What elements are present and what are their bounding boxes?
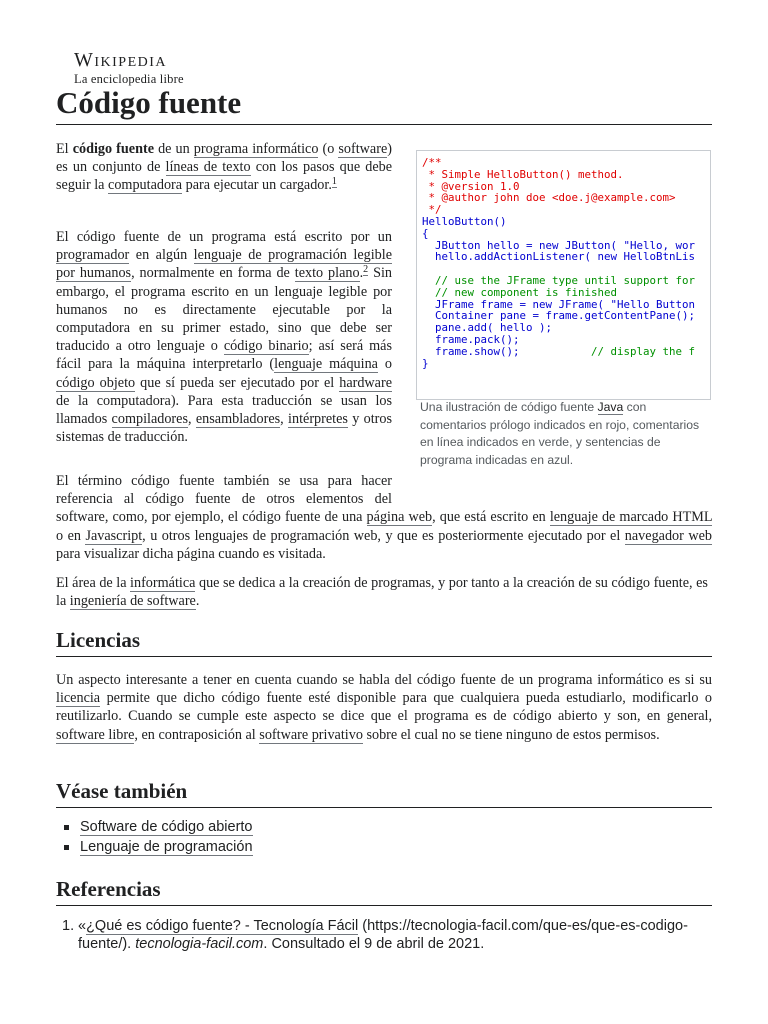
code-text: // use the JFrame type until support for xyxy=(422,273,696,287)
figure-caption xyxy=(420,399,710,469)
text: , u otros lenguajes de programación web, y que es posteriormente ejecutado por el xyxy=(142,527,625,544)
text: con comentarios prólogo indicados en rojo, comentarios en línea indicados en verde, y sentencias de programa indicadas en azul. xyxy=(420,400,700,467)
text: ; así será más fácil para la máquina interpretarlo ( xyxy=(56,338,392,373)
link-lenguaje-maquina[interactable]: lenguaje máquina xyxy=(274,356,378,373)
code-line xyxy=(422,192,708,204)
figure-spacer xyxy=(392,472,712,508)
text: Una ilustración de código fuente xyxy=(420,400,598,414)
text: que sí pueda ser ejecutado por el xyxy=(135,374,340,391)
text: Un aspecto interesante a tener en cuenta cuando se habla del código fuente de un programa informático es si su xyxy=(56,672,712,688)
reference-2[interactable]: 2 xyxy=(363,263,369,275)
text: o xyxy=(378,356,393,373)
references-list xyxy=(62,917,714,953)
text: , xyxy=(280,411,289,428)
code-text: frame.pack(); xyxy=(422,332,520,346)
link-software-privativo[interactable]: software privativo xyxy=(259,726,363,743)
text: El término código fuente también se usa para hacer referencia al código fuente de otros elementos del software, como, por ejemplo, el código fuente de una xyxy=(56,473,392,526)
text: en algún xyxy=(129,247,194,264)
link-interpretes[interactable]: intérpretes xyxy=(288,411,348,428)
code-text: /** xyxy=(422,157,442,169)
see-also-list xyxy=(62,817,253,857)
link-software-libre[interactable]: software libre xyxy=(56,726,135,743)
code-text: HelloButton() xyxy=(422,214,507,228)
link-programa-informatico[interactable]: programa informático xyxy=(193,141,319,157)
text: El área de la xyxy=(56,575,131,591)
section-heading-referencias: Referencias xyxy=(56,876,712,906)
code-text: */ xyxy=(422,203,442,217)
wordmark: Wikipedia xyxy=(74,49,168,71)
code-line xyxy=(422,358,708,370)
text: para ejecutar un cargador. xyxy=(182,177,332,194)
link-compiladores[interactable]: compiladores xyxy=(111,411,188,428)
link-pagina-web[interactable]: página web xyxy=(366,509,433,526)
list-item xyxy=(62,817,253,837)
link-lineas-de-texto[interactable]: líneas de texto xyxy=(165,159,251,176)
text: , normalmente en forma de xyxy=(131,265,295,282)
link-texto-plano[interactable]: texto plano xyxy=(294,265,360,282)
link-licencia[interactable]: licencia xyxy=(56,690,101,707)
link-informatica[interactable]: informática xyxy=(130,575,196,591)
link-computadora[interactable]: computadora xyxy=(108,177,183,194)
text: El código fuente de un programa está escrito por un xyxy=(56,229,392,245)
list-item xyxy=(62,837,253,857)
code-text: * @author john doe <doe.j@example.com> xyxy=(422,191,676,205)
text: , en contraposición al xyxy=(134,726,260,743)
text: « xyxy=(78,918,87,934)
code-text: * @version 1.0 xyxy=(422,179,520,193)
code-text: } xyxy=(422,356,429,370)
code-text: { xyxy=(422,226,429,240)
text: ) es un conjunto de xyxy=(56,141,392,176)
link-navegador-web[interactable]: navegador web xyxy=(624,527,712,544)
intro-paragraph-2 xyxy=(56,228,392,446)
link-lenguaje-de-programacion[interactable]: lenguaje de programación legible por humanos xyxy=(56,247,392,282)
text: Sin embargo, el programa escrito en un lenguaje legible por humanos no es directamente ejecutable por la computadora en su primer estado, sino que debe ser traducido a otro lenguaje o xyxy=(56,265,392,355)
link-java[interactable]: Java xyxy=(597,400,624,414)
reference-url[interactable]: (https://tecnologia-facil.com/que-es/que-es-codigo-fuente/) xyxy=(78,918,688,952)
text: . Consultado el 9 de abril de 2021. xyxy=(263,936,485,952)
intro-paragraph-1 xyxy=(56,140,392,195)
code-text: JFrame frame = new JFrame( "Hello Button xyxy=(422,297,696,311)
code-comment: // display the f xyxy=(519,344,696,358)
text: y otros sistemas de traducción. xyxy=(56,411,393,446)
code-text: JButton hello = new JButton( "Hello, wor xyxy=(422,238,696,252)
bullet xyxy=(64,825,69,830)
reference-site: tecnologia-facil.com xyxy=(135,936,264,952)
link-software-de-codigo-abierto[interactable]: Software de código abierto xyxy=(80,819,253,835)
text: El xyxy=(56,141,73,157)
code-line xyxy=(422,216,708,228)
page-title: Código fuente xyxy=(56,84,712,125)
reference-item xyxy=(78,917,714,953)
text: , xyxy=(187,411,196,428)
link-javascript[interactable]: Javascript xyxy=(85,527,143,544)
text: que se dedica a la creación de programas, y por tanto a la creación de su código fuente, es la xyxy=(56,575,708,610)
link-codigo-binario[interactable]: código binario xyxy=(223,338,309,355)
link-lenguaje-de-marcado-html[interactable]: lenguaje de marcado HTML xyxy=(549,509,713,526)
link-ensambladores[interactable]: ensambladores xyxy=(195,411,281,428)
text: . xyxy=(195,593,200,610)
code-text: hello.addActionListener( new HelloBtnLis xyxy=(422,250,696,264)
text: . xyxy=(359,265,364,282)
code-text: * Simple HelloButton() method. xyxy=(422,167,624,181)
text: con los pasos que debe seguir la xyxy=(56,159,393,194)
text: de un xyxy=(154,141,194,157)
text: permite que dicho código fuente esté disponible para que cualquiera pueda estudiarlo, modificarlo o reutilizarlo. Cuando se cumple este aspecto se dice que el programa es de código abierto y son, en general, xyxy=(56,690,712,725)
code-text: frame.show(); xyxy=(422,344,520,358)
text: o en xyxy=(56,527,86,544)
reference-number: 1. xyxy=(62,918,75,934)
intro-paragraph-4 xyxy=(56,574,712,610)
code-illustration-image[interactable] xyxy=(416,150,711,400)
link-codigo-objeto[interactable]: código objeto xyxy=(56,374,136,391)
link-ingenieria-de-software[interactable]: ingeniería de software xyxy=(69,593,196,610)
licencias-paragraph xyxy=(56,671,712,744)
text: (o xyxy=(318,141,339,157)
link-software[interactable]: software xyxy=(338,141,388,157)
tagline: La enciclopedia libre xyxy=(74,72,184,86)
link-lenguaje-de-programacion-see-also[interactable]: Lenguaje de programación xyxy=(80,839,253,855)
bullet xyxy=(64,845,69,850)
wikipedia-logo[interactable] xyxy=(74,50,184,86)
text: . xyxy=(127,936,136,952)
text: de la computadora). Para esta traducción se usan los llamados xyxy=(56,392,392,428)
code-line xyxy=(422,251,708,263)
code-text: pane.add( hello ); xyxy=(422,321,553,335)
text: , que está escrito en xyxy=(432,509,550,526)
bold-term: código fuente xyxy=(72,141,154,157)
intro-paragraph-3 xyxy=(56,472,712,563)
java-code-sample xyxy=(422,157,708,375)
code-line xyxy=(422,346,708,358)
link-hardware[interactable]: hardware xyxy=(339,374,392,391)
code-text: // new component is finished xyxy=(422,285,618,299)
text: sobre el cual no se tiene ninguno de estos permisos. xyxy=(362,726,660,743)
reference-title-link[interactable]: ¿Qué es código fuente? - Tecnología Fácil xyxy=(86,918,359,934)
code-text: Container pane = frame.getContentPane(); xyxy=(422,309,696,323)
section-heading-vease-tambien: Véase también xyxy=(56,778,712,808)
reference-1[interactable]: 1 xyxy=(331,175,337,187)
text: para visualizar dicha página cuando es visitada. xyxy=(56,545,326,562)
link-programador[interactable]: programador xyxy=(56,247,130,264)
section-heading-licencias: Licencias xyxy=(56,627,712,657)
